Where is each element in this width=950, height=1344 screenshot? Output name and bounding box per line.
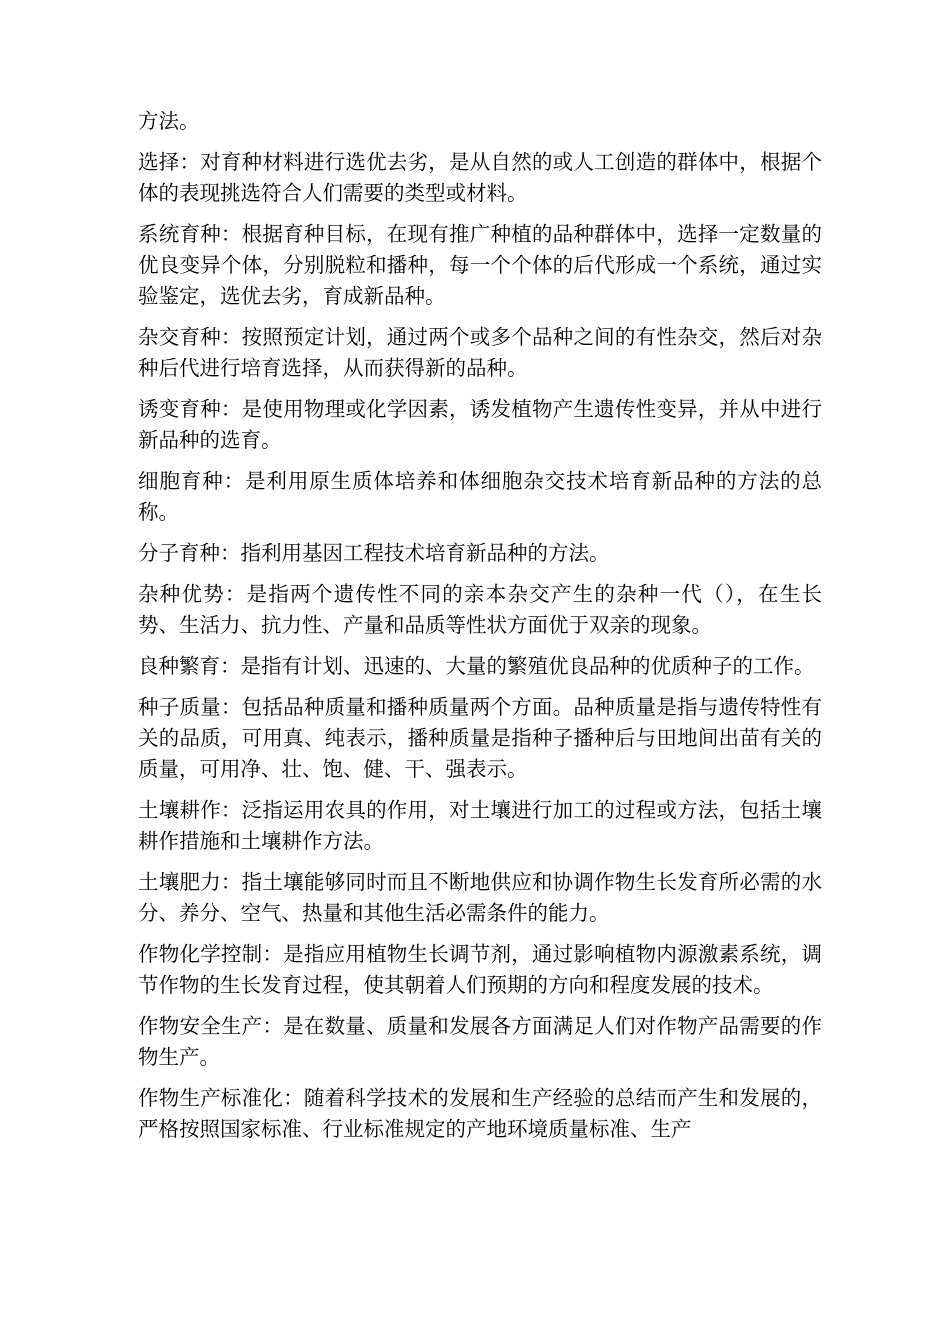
paragraph-xibao-yuzhong: 细胞育种：是利用原生质体培养和体细胞杂交技术培育新品种的方法的总称。 <box>138 469 822 524</box>
paragraph-zuowu-shengchan-biaozhunhua: 作物生产标准化：随着科学技术的发展和生产经验的总结而产生和发展的，严格按照国家标准、行业标准规定的产地环境质量标准、生产 <box>138 1086 822 1141</box>
paragraph-fenzi-yuzhong: 分子育种：指利用基因工程技术培育新品种的方法。 <box>138 541 610 565</box>
paragraph-zuowu-anquan-shengchan: 作物安全生产：是在数量、质量和发展各方面满足人们对作物产品需要的作物生产。 <box>138 1014 822 1069</box>
paragraph-zajiao-yuzhong: 杂交育种：按照预定计划，通过两个或多个品种之间的有性杂交，然后对杂种后代进行培育选择，从而获得新的品种。 <box>138 325 822 380</box>
paragraph-turang-gengzuo: 土壤耕作：泛指运用农具的作用，对土壤进行加工的过程或方法，包括土壤耕作措施和土壤耕作方法。 <box>138 798 822 853</box>
paragraph-xuanze: 选择：对育种材料进行选优去劣，是从自然的或人工创造的群体中，根据个体的表现挑选符合人们需要的类型或材料。 <box>138 150 822 205</box>
paragraph-xitong-yuzhong: 系统育种：根据育种目标，在现有推广种植的品种群体中，选择一定数量的优良变异个体，分别脱粒和播种，每一个个体的后代形成一个系统，通过实验鉴定，选优去劣，育成新品种。 <box>138 222 822 308</box>
paragraph-youbian-yuzhong: 诱变育种：是使用物理或化学因素，诱发植物产生遗传性变异，并从中进行新品种的选育。 <box>138 397 822 452</box>
paragraph-zhongzi-zhiliang: 种子质量：包括品种质量和播种质量两个方面。品种质量是指与遗传特性有关的品质，可用真、纯表示，播种质量是指种子播种后与田地间出苗有关的质量，可用净、壮、饱、健、干、强表示。 <box>138 695 822 781</box>
paragraph-zazhong-youshi: 杂种优势：是指两个遗传性不同的亲本杂交产生的杂种一代（），在生长势、生活力、抗力性、产量和品质等性状方面优于双亲的现象。 <box>138 582 822 637</box>
document-body <box>138 106 822 1155</box>
paragraph-liangzhong-fanyu: 良种繁育：是指有计划、迅速的、大量的繁殖优良品种的优质种子的工作。 <box>138 654 815 678</box>
paragraph-fangfa: 方法。 <box>138 109 200 133</box>
paragraph-zuowu-huaxue-kongzhi: 作物化学控制：是指应用植物生长调节剂，通过影响植物内源激素系统，调节作物的生长发育过程，使其朝着人们预期的方向和程度发展的技术。 <box>138 942 822 997</box>
paragraph-turang-feili: 土壤肥力：指土壤能够同时而且不断地供应和协调作物生长发育所必需的水分、养分、空气、热量和其他生活必需条件的能力。 <box>138 870 822 925</box>
